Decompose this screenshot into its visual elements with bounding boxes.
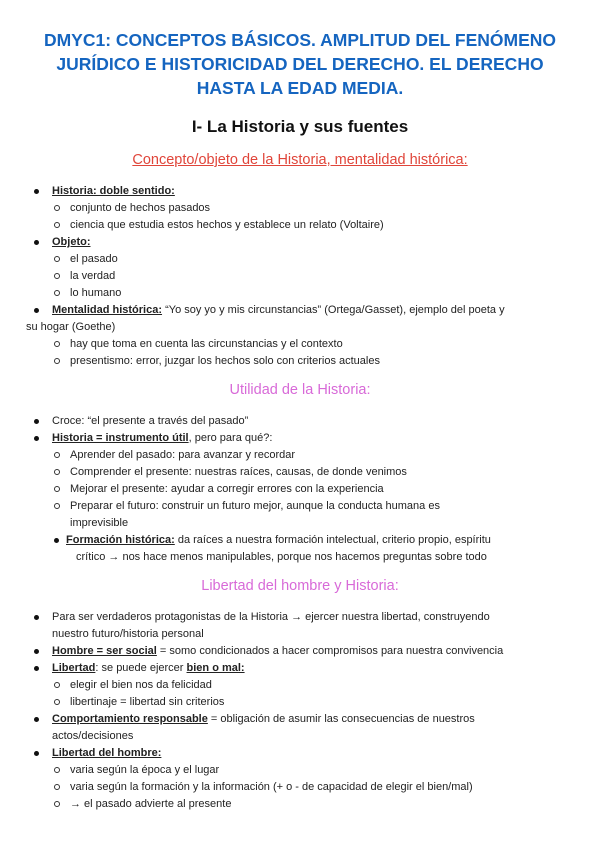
list-item: varia según la formación y la información (+ o - de capacidad de elegir el bien/mal) <box>0 779 600 796</box>
list-item-continuation: crítico → nos hace menos manipulables, porque nos hacemos preguntas sobre todo <box>76 551 487 563</box>
list-utilidad <box>0 413 600 566</box>
list-item: Mentalidad histórica: “Yo soy yo y mis circunstancias” (Ortega/Gasset), ejemplo del poeta y <box>0 302 600 319</box>
list-item: Historia = instrumento útil, pero para qué?: <box>0 430 600 447</box>
list-item: Croce: “el presente a través del pasado” <box>0 413 600 430</box>
list-item: ciencia que estudia estos hechos y establece un relato (Voltaire) <box>0 217 600 234</box>
list-item: presentismo: error, juzgar los hechos solo con criterios actuales <box>0 353 600 370</box>
list-item: Aprender del pasado: para avanzar y recordar <box>0 447 600 464</box>
list-item: lo humano <box>0 285 600 302</box>
list-item: Hombre = ser social = somo condicionados a hacer compromisos para nuestra convivencia <box>0 643 600 660</box>
document-title <box>20 28 580 100</box>
list-item: elegir el bien nos da felicidad <box>0 677 600 694</box>
list-item: la verdad <box>0 268 600 285</box>
list-item: hay que toma en cuenta las circunstancias y el contexto <box>0 336 600 353</box>
title-line: JURÍDICO E HISTORICIDAD DEL DERECHO. EL DERECHO <box>56 54 544 74</box>
list-item: libertinaje = libertad sin criterios <box>0 694 600 711</box>
subheading-utilidad: Utilidad de la Historia: <box>229 382 371 398</box>
list-item-continuation: su hogar (Goethe) <box>26 321 116 333</box>
list-item: conjunto de hechos pasados <box>0 200 600 217</box>
title-line: HASTA LA EDAD MEDIA. <box>196 78 404 98</box>
list-item: Libertad: se puede ejercer bien o mal: <box>0 660 600 677</box>
list-item: Comportamiento responsable = obligación de asumir las consecuencias de nuestros <box>0 711 600 728</box>
list-libertad <box>0 609 600 813</box>
list-item: varia según la época y el lugar <box>0 762 600 779</box>
list-item-continuation: nuestro futuro/historia personal <box>52 628 204 640</box>
list-item-continuation: actos/decisiones <box>52 730 134 742</box>
list-item: Formación histórica: da raíces a nuestra formación intelectual, criterio propio, espíritu <box>0 532 600 549</box>
list-item: Libertad del hombre: <box>0 745 600 762</box>
subheading-libertad: Libertad del hombre y Historia: <box>201 578 399 594</box>
list-item-continuation: imprevisible <box>70 517 129 529</box>
list-item: Objeto: <box>0 234 600 251</box>
list-item: Historia: doble sentido: <box>0 183 600 200</box>
list-item: Preparar el futuro: construir un futuro mejor, aunque la conducta humana es <box>0 498 600 515</box>
title-line: DMYC1: CONCEPTOS BÁSICOS. AMPLITUD DEL FENÓMENO <box>43 30 557 50</box>
list-item: Comprender el presente: nuestras raíces, causas, de donde venimos <box>0 464 600 481</box>
list-item: Para ser verdaderos protagonistas de la Historia → ejercer nuestra libertad, construyendo <box>0 609 600 626</box>
list-concepto <box>0 183 600 370</box>
subheading-concepto: Concepto/objeto de la Historia, mentalidad histórica: <box>132 152 468 168</box>
list-item: → el pasado advierte al presente <box>0 796 600 813</box>
section-title: I- La Historia y sus fuentes <box>191 117 409 136</box>
list-item: Mejorar el presente: ayudar a corregir errores con la experiencia <box>0 481 600 498</box>
list-item: el pasado <box>0 251 600 268</box>
